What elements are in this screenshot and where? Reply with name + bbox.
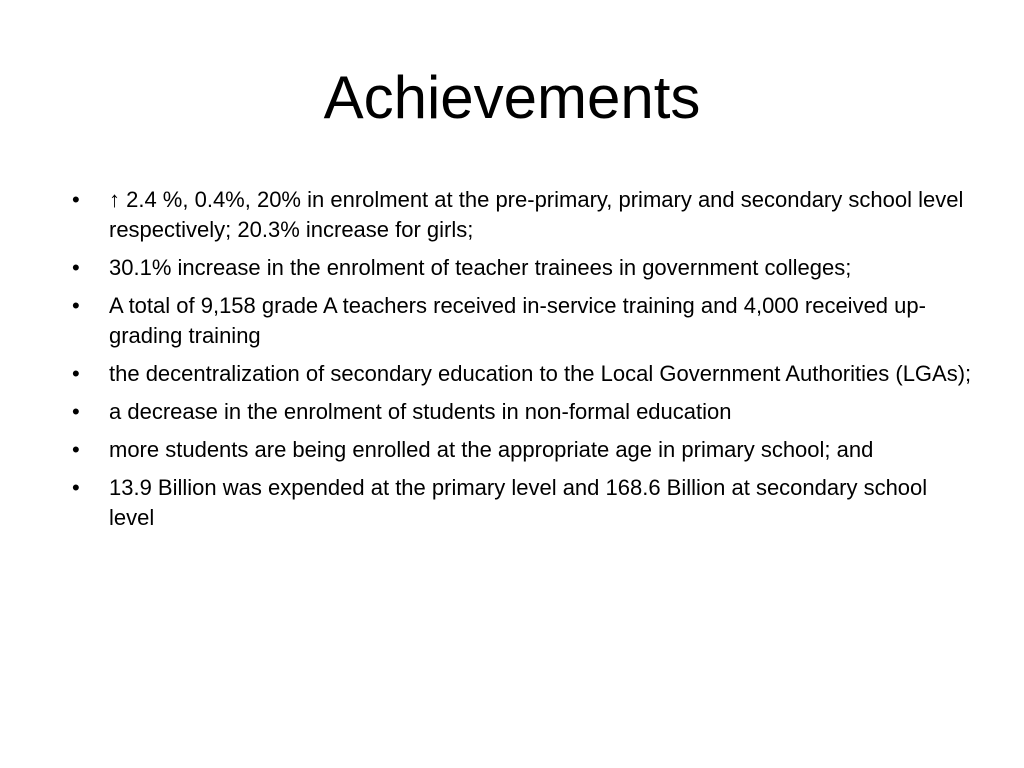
bullet-item — [72, 359, 972, 389]
slide-title: Achievements — [323, 64, 701, 131]
bullet-dot-icon: • — [72, 437, 80, 462]
bullet-item — [72, 435, 972, 465]
bullet-text: A total of 9,158 grade A teachers received in-service training and 4,000 received up-grading training — [109, 293, 926, 348]
bullet-item — [72, 473, 972, 533]
bullet-item — [72, 253, 972, 283]
bullet-text: 30.1% increase in the enrolment of teacher trainees in government colleges; — [109, 255, 852, 280]
bullet-text: more students are being enrolled at the appropriate age in primary school; and — [109, 437, 874, 462]
bullet-text: ↑ 2.4 %, 0.4%, 20% in enrolment at the pre-primary, primary and secondary school level respectively; 20.3% increase for girls; — [109, 187, 964, 242]
bullet-dot-icon: • — [72, 475, 80, 500]
bullet-text: the decentralization of secondary education to the Local Government Authorities (LGAs); — [109, 361, 972, 386]
bullet-dot-icon: • — [72, 399, 80, 424]
bullet-text: 13.9 Billion was expended at the primary level and 168.6 Billion at secondary school level — [109, 475, 928, 530]
bullet-item — [72, 397, 972, 427]
bullet-text: a decrease in the enrolment of students in non-formal education — [109, 399, 732, 424]
bullet-dot-icon: • — [72, 187, 80, 212]
bullet-dot-icon: • — [72, 255, 80, 280]
bullet-dot-icon: • — [72, 361, 80, 386]
bullet-list — [72, 185, 972, 541]
bullet-item — [72, 291, 972, 351]
bullet-item — [72, 185, 972, 245]
bullet-dot-icon: • — [72, 293, 80, 318]
